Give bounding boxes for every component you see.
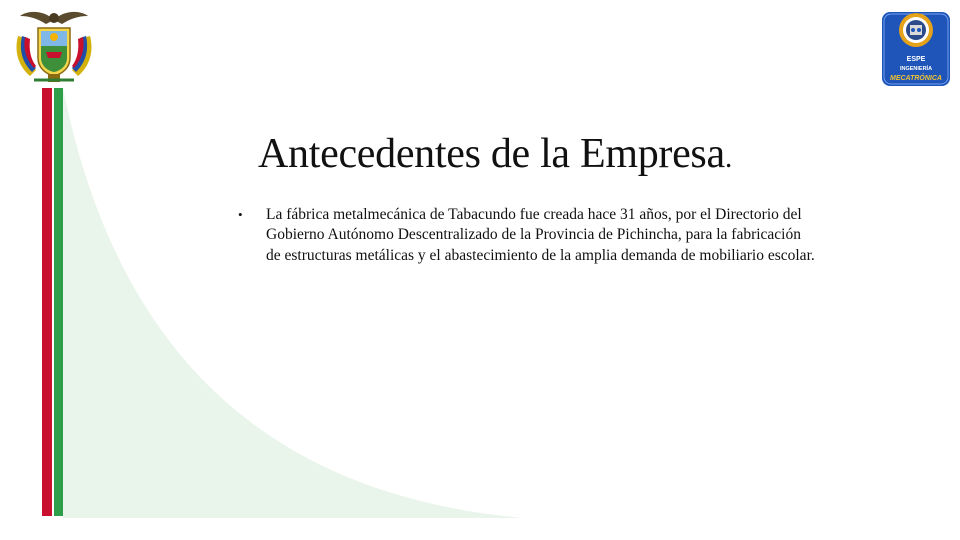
espe-mecatronica-logo-icon [880,6,952,88]
slide-title-text: Antecedentes de la Empresa [258,131,725,177]
green-stripe [54,88,63,516]
logo-mecatronica-text: MECATRÓNICA [890,75,942,82]
slide-title [258,130,732,178]
espe-mecatronica-logo [880,6,952,88]
bullet-item [238,205,818,266]
bullet-list [238,205,818,266]
red-stripe [42,88,52,516]
logo-ingenieria-text: INGENIERÍA [899,66,933,72]
coat-of-arms-icon [8,6,100,86]
bullet-text: La fábrica metalmecánica de Tabacundo fue creada hace 31 años, por el Directorio del Gobierno Autónomo Descentralizado de la Provincia de Pichincha, para la fabricación de estructuras metálicas y el abastecimiento de la amplia demanda de mobiliario escolar. [266,206,815,264]
bullet-marker: • [238,207,243,222]
logo-espe-text: ESPE [906,56,926,63]
slide-title-period: . [724,141,733,174]
